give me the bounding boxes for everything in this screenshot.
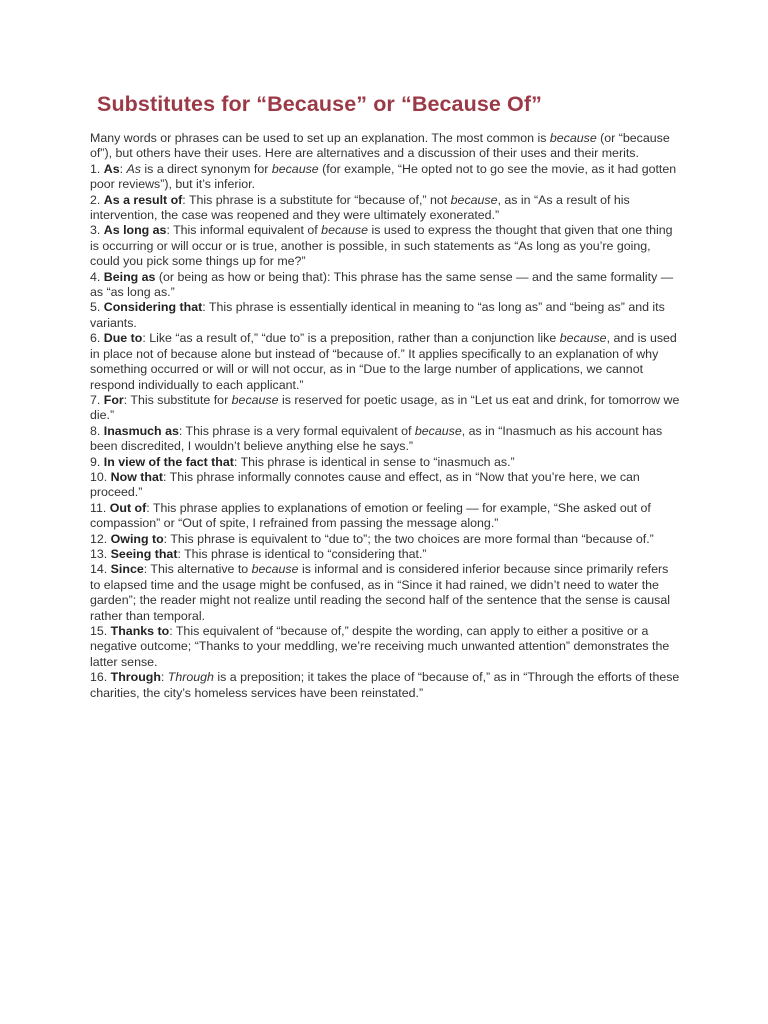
emphasis-text: because xyxy=(321,223,369,238)
item-term: Due to xyxy=(103,331,143,346)
item-number: 8. xyxy=(90,423,104,438)
emphasis-text: because xyxy=(549,131,597,145)
intro-paragraph xyxy=(90,131,680,162)
item-text: : xyxy=(160,670,168,685)
list-item xyxy=(90,501,680,532)
item-text: (for example, “He opted not to go see the movie, as it had gotten poor reviews”), but it’s inferior. xyxy=(90,161,677,192)
item-number: 3. xyxy=(90,223,104,238)
emphasis-text: As xyxy=(126,161,141,176)
substitutes-list xyxy=(90,162,680,701)
emphasis-text: because xyxy=(231,392,279,407)
item-text: : This phrase is a substitute for “because of,” not xyxy=(182,192,451,207)
item-text: is informal and is considered inferior because since primarily refers to elapsed time and the usage might be confused, as in “Since it had rained, we didn’t need to water the garden”; the reader might not realize until reading the second half of the sentence that the sense is causal rather than temporal. xyxy=(90,562,670,623)
list-item xyxy=(90,331,680,393)
item-text: : xyxy=(119,161,127,176)
item-term: In view of the fact that xyxy=(103,454,234,469)
item-term: Seeing that xyxy=(110,546,178,561)
item-text: : This informal equivalent of xyxy=(166,223,322,238)
item-text: : This phrase applies to explanations of emotion or feeling — for example, “She asked out of compassion” or “Out of spite, I refrained from passing the message along.” xyxy=(90,500,651,531)
emphasis-text: because xyxy=(251,562,299,577)
item-term: Being as xyxy=(103,269,156,284)
item-number: 1. xyxy=(90,161,104,176)
list-item xyxy=(90,393,680,424)
item-text: , as in “Inasmuch as his account has been discredited, I wouldn’t believe anything else he says.” xyxy=(90,423,663,454)
item-text: : Like “as a result of,” “due to” is a preposition, rather than a conjunction like xyxy=(142,331,560,346)
list-item xyxy=(90,624,680,670)
item-text: : This phrase is identical in sense to “inasmuch as.” xyxy=(233,454,515,469)
text-run: Many words or phrases can be used to set up an explanation. The most common is xyxy=(90,131,550,145)
item-text: : This phrase is equivalent to “due to”; the two choices are more formal than “because of.” xyxy=(163,531,654,546)
item-number: 2. xyxy=(90,192,104,207)
item-term: Since xyxy=(110,562,144,577)
item-number: 4. xyxy=(90,269,104,284)
item-term: As a result of xyxy=(103,192,183,207)
item-number: 14. xyxy=(90,562,111,577)
item-text: , and is used in place not of because alone but instead of “because of.” It applies specifically to an explanation of why something occurred or will or will not occur, as in “Due to the large number of applications, we cannot respond individually to each applicant.” xyxy=(90,331,677,392)
list-item xyxy=(90,193,680,224)
item-text: : This alternative to xyxy=(143,562,252,577)
item-number: 5. xyxy=(90,300,104,315)
list-item xyxy=(90,532,680,547)
document-body xyxy=(90,131,680,701)
item-number: 6. xyxy=(90,331,104,346)
item-term: Through xyxy=(110,670,161,685)
item-text: : This substitute for xyxy=(123,392,232,407)
list-item xyxy=(90,270,680,301)
list-item xyxy=(90,300,680,331)
list-item xyxy=(90,162,680,193)
item-text: : This phrase is identical to “considering that.” xyxy=(177,546,427,561)
list-item xyxy=(90,424,680,455)
item-term: As xyxy=(103,161,120,176)
item-text: : This phrase informally connotes cause and effect, as in “Now that you’re here, we can proceed.” xyxy=(90,469,640,500)
item-number: 11. xyxy=(90,500,110,515)
text-run: (or “because of”), but others have their uses. Here are alternatives and a discussion of their uses and their merits. xyxy=(90,131,670,161)
item-text: is a direct synonym for xyxy=(140,161,272,176)
item-number: 7. xyxy=(90,392,104,407)
item-text: : This equivalent of “because of,” despite the wording, can apply to either a positive or a negative outcome; “Thanks to your meddling, we’re receiving much unwanted attention” demonstrates the latter sense. xyxy=(90,624,670,669)
emphasis-text: because xyxy=(271,161,319,176)
item-term: Owing to xyxy=(110,531,164,546)
item-term: Considering that xyxy=(103,300,203,315)
page-title: Substitutes for “Because” or “Because Of” xyxy=(97,92,542,116)
item-number: 13. xyxy=(90,546,111,561)
item-text: is used to express the thought that given that one thing is occurring or will occur or is true, another is possible, in such statements as “As long as you’re going, could you pick some things up for me?” xyxy=(90,223,673,269)
item-number: 9. xyxy=(90,454,104,469)
emphasis-text: because xyxy=(559,331,607,346)
item-text: : This phrase is essentially identical in meaning to “as long as” and “being as” and its variants. xyxy=(90,300,665,330)
item-text: (or being as how or being that): This phrase has the same sense — and the same formality — as “as long as.” xyxy=(90,269,674,300)
item-term: Now that xyxy=(110,469,163,484)
list-item xyxy=(90,455,680,470)
list-item xyxy=(90,562,680,624)
emphasis-text: Through xyxy=(167,670,214,685)
list-item xyxy=(90,547,680,562)
item-text: is a preposition; it takes the place of “because of,” as in “Through the efforts of these charities, the city’s homeless services have been reinstated.” xyxy=(90,670,680,700)
list-item xyxy=(90,670,680,701)
emphasis-text: because xyxy=(414,423,462,438)
list-item xyxy=(90,223,680,269)
item-term: For xyxy=(103,392,124,407)
item-number: 12. xyxy=(90,531,111,546)
item-term: Thanks to xyxy=(110,624,170,638)
item-number: 15. xyxy=(90,624,111,638)
item-number: 16. xyxy=(90,670,111,685)
item-text: is reserved for poetic usage, as in “Let us eat and drink, for tomorrow we die.” xyxy=(90,392,680,423)
emphasis-text: because xyxy=(450,192,498,207)
item-text: : This phrase is a very formal equivalent of xyxy=(178,423,415,438)
item-term: Inasmuch as xyxy=(103,423,179,438)
item-term: Out of xyxy=(109,500,147,515)
item-text: , as in “As a result of his intervention, the case was reopened and they were ultimately exonerated.” xyxy=(90,192,630,223)
item-term: As long as xyxy=(103,223,167,238)
list-item xyxy=(90,470,680,501)
item-number: 10. xyxy=(90,469,111,484)
